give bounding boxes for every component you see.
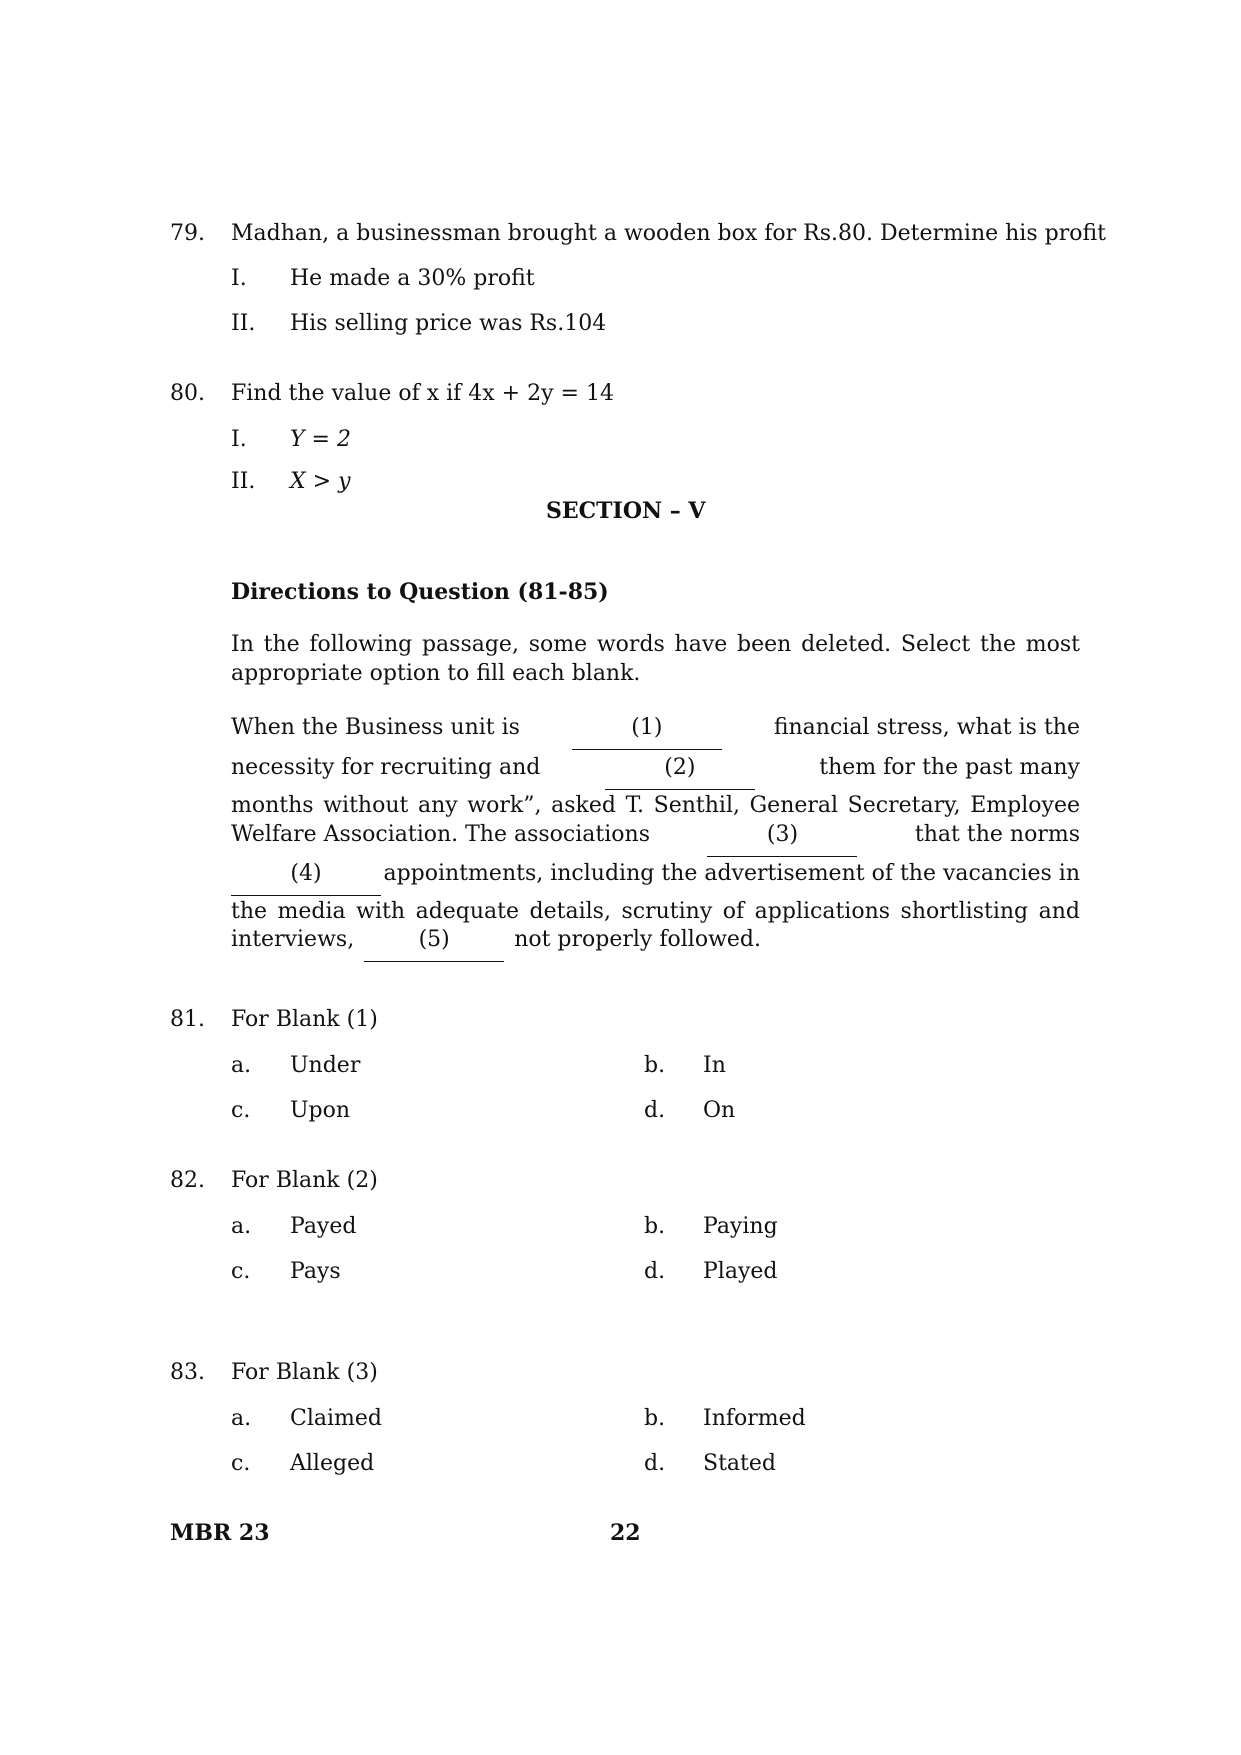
question-number: 80. <box>170 381 205 406</box>
instructions: In the following passage, some words have been deleted. Select the most appropriate option to fill each blank. <box>231 632 1080 686</box>
question-number: 82. <box>170 1168 205 1193</box>
paper-code: MBR 23 <box>170 1520 270 1546</box>
statement-numeral: II. <box>231 311 256 336</box>
blank-2: (2) <box>605 755 755 790</box>
question-text: For Blank (1) <box>231 1007 378 1032</box>
passage-text: interviews, <box>231 927 355 952</box>
option-c[interactable]: Alleged <box>290 1451 375 1476</box>
option-letter: d. <box>644 1451 666 1476</box>
option-d[interactable]: Played <box>703 1259 778 1284</box>
question-number: 83. <box>170 1360 205 1385</box>
option-letter: c. <box>231 1098 251 1123</box>
question-text: Find the value of x if 4x + 2y = 14 <box>231 381 614 406</box>
passage-text: financial stress, what is the <box>773 715 1080 740</box>
passage-text: appointments, including the advertisement of the vacancies in <box>383 861 1080 886</box>
passage-text: that the norms <box>914 822 1080 847</box>
option-c[interactable]: Upon <box>290 1098 351 1123</box>
option-letter: b. <box>644 1214 666 1239</box>
passage-text: necessity for recruiting and <box>231 755 541 780</box>
question-text: For Blank (2) <box>231 1168 378 1193</box>
option-a[interactable]: Claimed <box>290 1406 382 1431</box>
passage-text: Welfare Association. The associations <box>231 822 650 847</box>
statement-text: Y = 2 <box>290 427 351 452</box>
passage-text: months without any work”, asked T. Senthil, General Secretary, Employee <box>231 793 1080 818</box>
option-d[interactable]: On <box>703 1098 736 1123</box>
passage-text: not properly followed. <box>514 927 761 952</box>
option-d[interactable]: Stated <box>703 1451 776 1476</box>
option-b[interactable]: Paying <box>703 1214 778 1239</box>
option-letter: a. <box>231 1214 252 1239</box>
option-letter: b. <box>644 1053 666 1078</box>
passage-text: the media with adequate details, scrutiny of applications shortlisting and <box>231 899 1080 924</box>
option-letter: b. <box>644 1406 666 1431</box>
option-b[interactable]: In <box>703 1053 726 1078</box>
blank-4: (4) <box>231 861 381 896</box>
option-letter: c. <box>231 1259 251 1284</box>
question-number: 81. <box>170 1007 205 1032</box>
blank-5: (5) <box>364 927 504 962</box>
section-title: SECTION – V <box>546 498 706 524</box>
question-text: For Blank (3) <box>231 1360 378 1385</box>
passage-text: When the Business unit is <box>231 715 520 740</box>
statement-numeral: I. <box>231 266 247 291</box>
statement-numeral: II. <box>231 469 256 494</box>
option-b[interactable]: Informed <box>703 1406 806 1431</box>
statement-text: His selling price was Rs.104 <box>290 311 607 336</box>
statement-text: He made a 30% profit <box>290 266 535 291</box>
statement-numeral: I. <box>231 427 247 452</box>
option-letter: d. <box>644 1259 666 1284</box>
option-letter: a. <box>231 1406 252 1431</box>
option-a[interactable]: Payed <box>290 1214 357 1239</box>
option-letter: d. <box>644 1098 666 1123</box>
page-number: 22 <box>610 1520 641 1546</box>
question-text: Madhan, a businessman brought a wooden box for Rs.80. Determine his profit <box>231 221 1106 246</box>
option-letter: a. <box>231 1053 252 1078</box>
passage-text: them for the past many <box>819 755 1080 780</box>
statement-text: X > y <box>290 469 351 494</box>
directions-title: Directions to Question (81-85) <box>231 579 609 605</box>
question-number: 79. <box>170 221 205 246</box>
option-c[interactable]: Pays <box>290 1259 341 1284</box>
blank-1: (1) <box>572 715 722 750</box>
option-a[interactable]: Under <box>290 1053 361 1078</box>
option-letter: c. <box>231 1451 251 1476</box>
blank-3: (3) <box>707 822 857 857</box>
